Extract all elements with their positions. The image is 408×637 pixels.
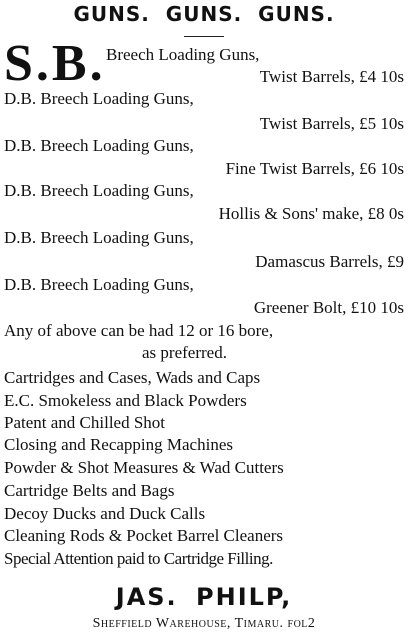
supply-item: Decoy Ducks and Duck Calls [4,504,206,523]
bore-note-line-1: Any of above can be had 12 or 16 bore, [4,321,274,340]
headline-rule [184,36,224,37]
headline: GUNS. GUNS. GUNS. [73,2,335,26]
sb-initials: S.B. [4,35,106,92]
bore-note-line-2: as preferred. [142,343,227,362]
listing-1-model: Breech Loading Guns, [106,45,260,64]
listing-6-model: D.B. Breech Loading Guns, [4,275,194,294]
listing-3-detail: Fine Twist Barrels, £6 10s [225,159,404,178]
listing-6-detail: Greener Bolt, £10 10s [253,298,404,317]
supply-item: Patent and Chilled Shot [4,413,166,432]
merchant-name: JAS. PHILP, [115,583,293,611]
supply-item: E.C. Smokeless and Black Powders [4,391,247,410]
supply-item: Cartridges and Cases, Wads and Caps [4,368,261,387]
supply-item: Cleaning Rods & Pocket Barrel Cleaners [4,526,284,545]
supply-item: Powder & Shot Measures & Wad Cutters [4,458,284,477]
listing-3-model: D.B. Breech Loading Guns, [4,136,194,155]
listing-1-detail: Twist Barrels, £4 10s [259,67,404,86]
listing-4-detail: Hollis & Sons' make, £8 0s [218,204,404,223]
supply-item: Closing and Recapping Machines [4,435,233,454]
listing-5-detail: Damascus Barrels, £9 [255,252,404,271]
supply-item: Cartridge Belts and Bags [4,481,175,500]
listing-2-model: D.B. Breech Loading Guns, [4,89,194,108]
merchant-address: Sheffield Warehouse, Timaru. fol2 [92,616,316,631]
listing-2-detail: Twist Barrels, £5 10s [259,114,404,133]
supply-item: Special Attention paid to Cartridge Filling. [4,549,273,568]
listing-4-model: D.B. Breech Loading Guns, [4,181,194,200]
listing-5-model: D.B. Breech Loading Guns, [4,228,194,247]
